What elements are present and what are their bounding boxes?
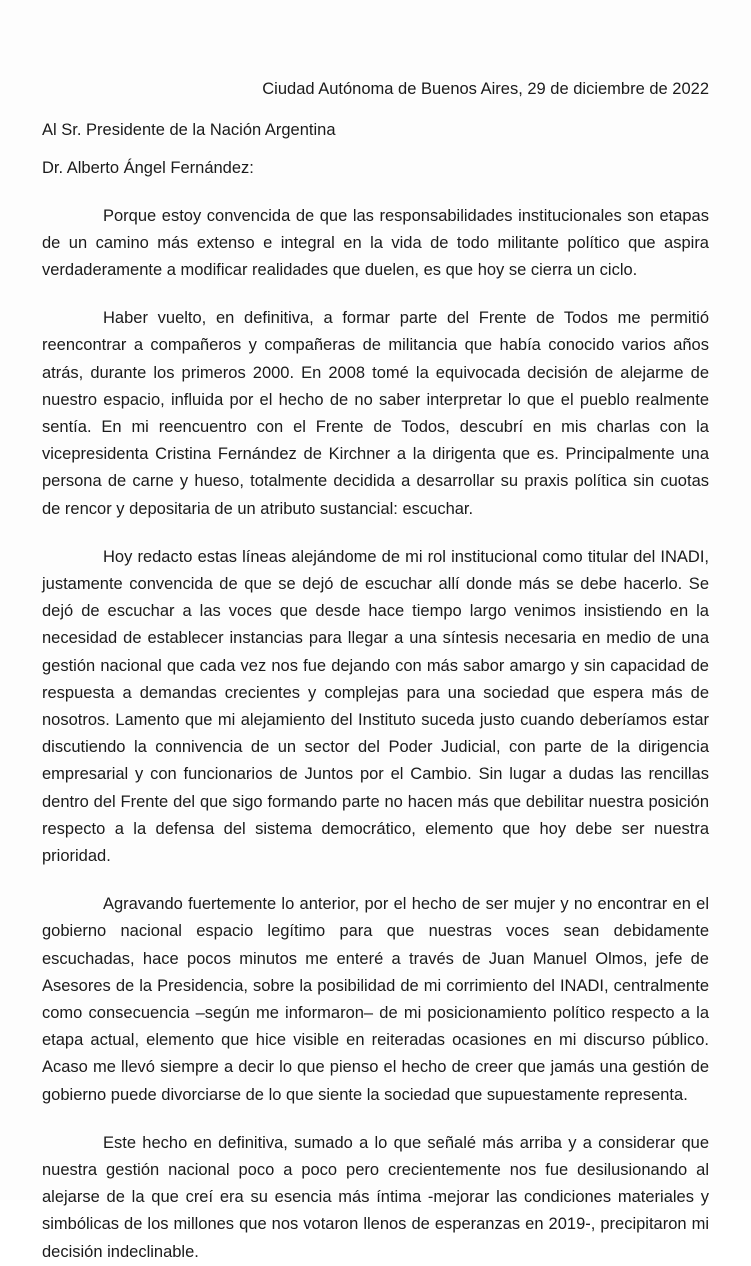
date-line: Ciudad Autónoma de Buenos Aires, 29 de diciembre de 2022: [262, 80, 709, 98]
letter-content: [42, 0, 709, 1266]
body-paragraph: Este hecho en definitiva, sumado a lo que señalé más arriba y a considerar que nuestra gestión nacional poco a poco pero crecientemente nos fue desilusionando al alejarse de la que creí era su esencia más íntima -mejorar las condiciones materiales y simbólicas de los millones que nos votaron llenos de esperanzas en 2019-, precipitaron mi decisión indeclinable.: [42, 1133, 709, 1261]
body-paragraph: Porque estoy convencida de que las responsabilidades institucionales son etapas de un camino más extenso e integral en la vida de todo militante político que aspira verdaderamente a modificar realidades que duelen, es que hoy se cierra un ciclo.: [42, 206, 709, 279]
body-paragraph: Agravando fuertemente lo anterior, por el hecho de ser mujer y no encontrar en el gobierno nacional espacio legítimo para que nuestras voces sean debidamente escuchadas, hace pocos minutos me enteré a través de Juan Manuel Olmos, jefe de Asesores de la Presidencia, sobre la posibilidad de mi corrimiento del INADI, centralmente como consecuencia –según me informaron– de mi posicionamiento político respecto a la etapa actual, elemento que hice visible en reiteradas ocasiones en mi discurso público. Acaso me llevó siempre a decir lo que pienso el hecho de creer que jamás una gestión de gobierno puede divorciarse de lo que siente la sociedad que supuestamente representa.: [42, 895, 709, 1104]
body-paragraph: Hoy redacto estas líneas alejándome de mi rol institucional como titular del INADI, justamente convencida de que se dejó de escuchar allí donde más se debe hacerlo. Se dejó de escuchar a las voces que desde hace tiempo largo venimos insistiendo en la necesidad de establecer instancias para llegar a una síntesis necesaria en medio de una gestión nacional que cada vez nos fue dejando con más sabor amargo y sin capacidad de respuesta a demandas crecientes y complejas para una sociedad que espera más de nosotros. Lamento que mi alejamiento del Instituto suceda justo cuando deberíamos estar discutiendo la connivencia de un sector del Poder Judicial, con parte de la dirigencia empresarial y con funcionarios de Juntos por el Cambio. Sin lugar a dudas las rencillas dentro del Frente del que sigo formando parte no hacen más que debilitar nuestra posición respecto a la defensa del sistema democrático, elemento que hoy debe ser nuestra prioridad.: [42, 547, 709, 865]
addressee-block: [42, 122, 709, 177]
addressee-name-line: Dr. Alberto Ángel Fernández:: [42, 159, 254, 177]
letter-body: [42, 203, 709, 1266]
body-paragraph: Haber vuelto, en definitiva, a formar parte del Frente de Todos me permitió reencontrar a compañeros y compañeras de militancia que había conocido varios años atrás, durante los primeros 2000. En 2008 tomé la equivocada decisión de alejarme de nuestro espacio, influida por el hecho de no saber interpretar lo que el pueblo realmente sentía. En mi reencuentro con el Frente de Todos, descubrí en mis charlas con la vicepresidenta Cristina Fernández de Kirchner a la dirigenta que es. Principalmente una persona de carne y hueso, totalmente decidida a desarrollar su praxis política sin cuotas de rencor y depositaria de un atributo sustancial: escuchar.: [42, 309, 709, 518]
addressee-title-line: Al Sr. Presidente de la Nación Argentina: [42, 120, 336, 139]
